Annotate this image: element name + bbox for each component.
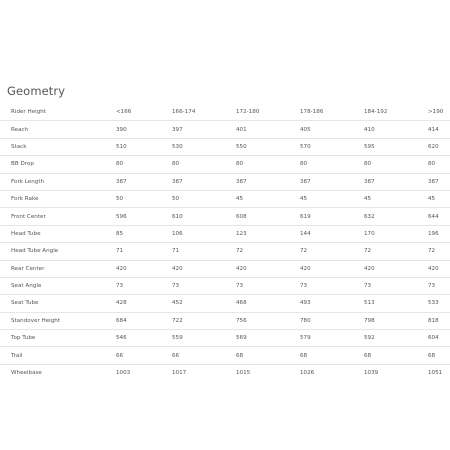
table-cell: 80 (428, 156, 450, 173)
table-cell: 1017 (172, 370, 187, 377)
row-label: Wheelbase (11, 370, 42, 377)
table-cell: 123 (236, 225, 300, 242)
table-row (0, 121, 450, 138)
table-cell: 420 (236, 260, 300, 277)
table-cell: 85 (116, 225, 172, 242)
table-cell: 387 (116, 173, 172, 190)
table-cell: 196 (428, 225, 450, 242)
row-label: Fork Rake (0, 190, 116, 207)
table-cell: 510 (116, 138, 172, 155)
table-row (0, 295, 450, 312)
table-row (0, 156, 450, 173)
table-row (0, 364, 450, 381)
table-cell: 73 (116, 277, 172, 294)
table-row (0, 225, 450, 242)
table-cell: 410 (364, 121, 428, 138)
table-cell: 420 (300, 260, 364, 277)
table-cell: 170 (364, 225, 428, 242)
table-cell: 818 (428, 312, 450, 329)
table-row (0, 330, 450, 347)
table-row (0, 347, 450, 364)
table-cell: 570 (300, 138, 364, 155)
table-cell: 80 (116, 156, 172, 173)
size-header: >190 (428, 104, 450, 121)
table-cell: 756 (236, 312, 300, 329)
table-cell: 493 (300, 295, 364, 312)
table-header-row (0, 104, 450, 121)
table-cell: 569 (236, 330, 300, 347)
table-cell: 1003 (116, 370, 131, 377)
table-cell: 405 (300, 121, 364, 138)
row-label: Head Tube (0, 225, 116, 242)
table-cell: 420 (364, 260, 428, 277)
table-row (0, 260, 450, 277)
table-cell: 632 (364, 208, 428, 225)
table-cell: 68 (236, 347, 300, 364)
table-cell: 68 (300, 347, 364, 364)
table-cell: 68 (364, 347, 428, 364)
table-cell: 546 (116, 330, 172, 347)
table-cell: 1039 (364, 370, 379, 377)
size-header: 172-180 (236, 104, 300, 121)
table-cell: 45 (300, 190, 364, 207)
row-label: Front Center (0, 208, 116, 225)
table-cell: 72 (236, 243, 300, 260)
table-row (0, 138, 450, 155)
table-cell: 420 (428, 260, 450, 277)
table-cell: 73 (364, 277, 428, 294)
table-cell: 72 (364, 243, 428, 260)
row-label: Top Tube (0, 330, 116, 347)
geometry-table-body (0, 104, 450, 381)
table-cell: 620 (428, 138, 450, 155)
table-cell: 73 (236, 277, 300, 294)
row-label: Rear Center (0, 260, 116, 277)
table-cell: 579 (300, 330, 364, 347)
table-cell: 387 (236, 173, 300, 190)
size-header: 184-192 (364, 104, 428, 121)
table-row (0, 277, 450, 294)
table-cell: 80 (172, 156, 236, 173)
table-cell: 66 (116, 347, 172, 364)
table-cell: 397 (172, 121, 236, 138)
size-header: 166-174 (172, 104, 236, 121)
table-cell: 722 (172, 312, 236, 329)
size-header: <166 (116, 104, 172, 121)
row-label: Reach (0, 121, 116, 138)
table-cell: 559 (172, 330, 236, 347)
table-cell: 452 (172, 295, 236, 312)
table-cell: 1051 (428, 370, 443, 377)
row-label: Seat Tube (0, 295, 116, 312)
table-cell: 387 (172, 173, 236, 190)
table-cell: 144 (300, 225, 364, 242)
table-cell: 414 (428, 121, 450, 138)
table-cell: 530 (172, 138, 236, 155)
table-cell: 550 (236, 138, 300, 155)
row-label: Standover Height (0, 312, 116, 329)
table-cell: 73 (300, 277, 364, 294)
table-cell: 644 (428, 208, 450, 225)
size-header: 178-186 (300, 104, 364, 121)
table-row (0, 173, 450, 190)
row-label: BB Drop (0, 156, 116, 173)
table-cell: 401 (236, 121, 300, 138)
table-cell: 798 (364, 312, 428, 329)
row-label: Seat Angle (0, 277, 116, 294)
table-cell: 684 (116, 312, 172, 329)
row-label: Head Tube Angle (0, 243, 116, 260)
row-label: Trail (0, 347, 116, 364)
table-cell: 80 (300, 156, 364, 173)
table-cell: 596 (116, 208, 172, 225)
table-cell: 387 (428, 173, 450, 190)
table-cell: 45 (236, 190, 300, 207)
table-cell: 390 (116, 121, 172, 138)
table-cell: 73 (172, 277, 236, 294)
table-cell: 387 (300, 173, 364, 190)
table-cell: 45 (428, 190, 450, 207)
table-cell: 619 (300, 208, 364, 225)
table-cell: 387 (364, 173, 428, 190)
table-cell: 50 (172, 190, 236, 207)
table-cell: 80 (364, 156, 428, 173)
table-cell: 71 (172, 243, 236, 260)
table-cell: 610 (172, 208, 236, 225)
table-cell: 1026 (300, 370, 315, 377)
table-cell: 106 (172, 225, 236, 242)
table-row (0, 243, 450, 260)
table-cell: 513 (364, 295, 428, 312)
table-row (0, 190, 450, 207)
table-cell: 533 (428, 295, 450, 312)
row-label: Stack (0, 138, 116, 155)
table-row (0, 312, 450, 329)
table-cell: 608 (236, 208, 300, 225)
table-cell: 595 (364, 138, 428, 155)
table-cell: 1015 (236, 370, 251, 377)
row-label: Fork Length (0, 173, 116, 190)
table-cell: 50 (116, 190, 172, 207)
table-cell: 604 (428, 330, 450, 347)
table-cell: 780 (300, 312, 364, 329)
header-label: Rider Height (0, 104, 116, 121)
table-cell: 71 (116, 243, 172, 260)
table-row (0, 208, 450, 225)
table-cell: 420 (116, 260, 172, 277)
table-cell: 72 (300, 243, 364, 260)
table-cell: 45 (364, 190, 428, 207)
table-cell: 468 (236, 295, 300, 312)
table-cell: 420 (172, 260, 236, 277)
table-cell: 72 (428, 243, 450, 260)
table-cell: 592 (364, 330, 428, 347)
geometry-table (0, 104, 450, 381)
table-cell: 428 (116, 295, 172, 312)
table-cell: 68 (428, 347, 450, 364)
table-cell: 73 (428, 277, 450, 294)
table-cell: 66 (172, 347, 236, 364)
table-cell: 80 (236, 156, 300, 173)
page-title: Geometry (7, 84, 66, 98)
